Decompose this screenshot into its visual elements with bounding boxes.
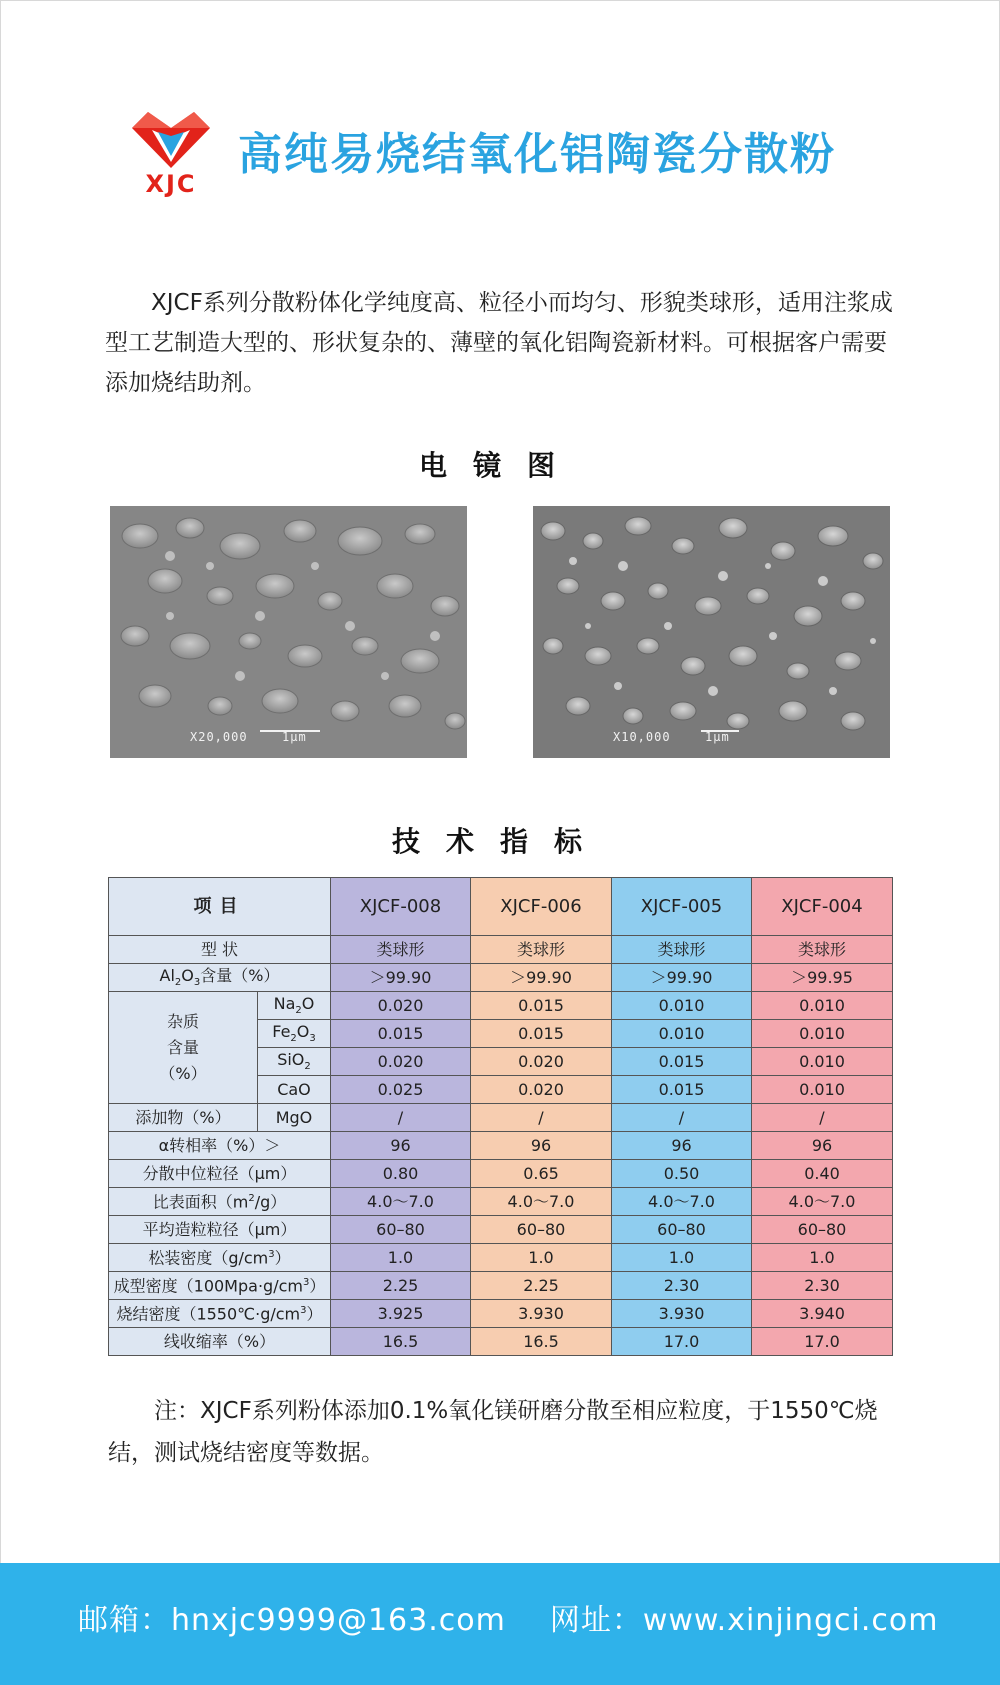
spec-table <box>108 877 893 1356</box>
table-cell: ＞99.95 <box>752 964 893 992</box>
table-cell: 2.30 <box>752 1272 893 1300</box>
table-cell: 1.0 <box>752 1244 893 1272</box>
table-cell: 4.0～7.0 <box>471 1188 612 1216</box>
sem-image-2 <box>533 506 890 758</box>
table-cell: 4.0～7.0 <box>752 1188 893 1216</box>
row-sublabel: $Na_2O$ <box>258 992 331 1020</box>
table-row <box>109 1244 893 1272</box>
sem-scale-1: 1μm <box>282 730 307 744</box>
table-cell: 2.25 <box>471 1272 612 1300</box>
table-cell: 0.025 <box>331 1076 471 1104</box>
table-cell: 60–80 <box>331 1216 471 1244</box>
table-cell: 60–80 <box>752 1216 893 1244</box>
header-model: XJCF-004 <box>752 878 893 936</box>
table-cell: 0.015 <box>612 1048 752 1076</box>
header-item: 项目 <box>109 878 331 936</box>
sem-image-1 <box>110 506 467 758</box>
table-cell: 60–80 <box>612 1216 752 1244</box>
table-cell: 4.0～7.0 <box>331 1188 471 1216</box>
sem-magnification-1: X20,000 <box>190 730 248 744</box>
table-cell: 3.925 <box>331 1300 471 1328</box>
table-row <box>109 1328 893 1356</box>
table-cell: 0.010 <box>612 1020 752 1048</box>
row-label: 分散中位粒径（μm） <box>109 1160 331 1188</box>
table-row <box>109 936 893 964</box>
table-row <box>109 1272 893 1300</box>
table-header-row <box>109 878 893 936</box>
email-text: 邮箱：hnxjc9999@163.com <box>78 1603 506 1638</box>
row-sublabel: SiO$_2$ <box>258 1048 331 1076</box>
table-cell: 96 <box>612 1132 752 1160</box>
row-label: α转相率（%）＞ <box>109 1132 331 1160</box>
header-model: XJCF-006 <box>471 878 612 936</box>
diamond-logo-icon <box>128 110 214 172</box>
table-row <box>109 964 893 992</box>
sem-scale-2: 1μm <box>705 730 730 744</box>
table-cell: 0.010 <box>752 992 893 1020</box>
table-row <box>109 1104 893 1132</box>
row-label: 松装密度$(g/cm^3)$ <box>109 1244 331 1272</box>
table-cell: 0.40 <box>752 1160 893 1188</box>
table-cell: 60–80 <box>471 1216 612 1244</box>
specs-heading: 技术指标 <box>391 825 608 858</box>
table-cell: 17.0 <box>612 1328 752 1356</box>
company-logo <box>128 110 214 202</box>
table-cell: 0.015 <box>331 1020 471 1048</box>
table-cell: 0.015 <box>612 1076 752 1104</box>
sem-micrograph-1 <box>110 506 467 758</box>
row-label: 烧结密度$(1550℃\cdot g/cm^3)$ <box>109 1300 331 1328</box>
website-text: 网址：www.xinjingci.com <box>549 1603 939 1638</box>
page-title: 高纯易烧结氧化铝陶瓷分散粉 <box>238 129 836 180</box>
row-label: 成型密度$(100Mpa\cdot g/cm^3)$ <box>109 1272 331 1300</box>
row-label: $Al_2O_3$含量（%） <box>109 964 331 992</box>
table-cell: 96 <box>471 1132 612 1160</box>
footnote: 注：XJCF系列粉体添加0.1%氧化镁研磨分散至相应粒度，于1550℃烧结，测试烧结密度等数据。 <box>108 1398 878 1466</box>
table-cell: 96 <box>331 1132 471 1160</box>
table-cell: 类球形 <box>331 936 471 964</box>
table-cell: 0.010 <box>612 992 752 1020</box>
table-cell: 96 <box>752 1132 893 1160</box>
table-cell: 类球形 <box>752 936 893 964</box>
table-cell: / <box>752 1104 893 1132</box>
table-cell: ＞99.90 <box>471 964 612 992</box>
table-cell: 0.020 <box>471 1048 612 1076</box>
table-cell: 0.010 <box>752 1048 893 1076</box>
table-cell: 类球形 <box>612 936 752 964</box>
table-cell: 3.940 <box>752 1300 893 1328</box>
table-cell: 0.010 <box>752 1020 893 1048</box>
table-cell: 0.015 <box>471 1020 612 1048</box>
row-sublabel: MgO <box>258 1104 331 1132</box>
table-cell: ＞99.90 <box>612 964 752 992</box>
table-cell: 1.0 <box>471 1244 612 1272</box>
sem-micrograph-2 <box>533 506 890 758</box>
table-cell: 1.0 <box>331 1244 471 1272</box>
intro-paragraph: XJCF系列分散粉体化学纯度高、粒径小而均匀、形貌类球形，适用注浆成型工艺制造大型的、形状复杂的、薄壁的氧化铝陶瓷新材料。可根据客户需要添加烧结助剂。 <box>105 290 893 396</box>
table-cell: 0.010 <box>752 1076 893 1104</box>
table-cell: 3.930 <box>471 1300 612 1328</box>
header-model: XJCF-005 <box>612 878 752 936</box>
table-cell: 0.020 <box>471 1076 612 1104</box>
table-row <box>109 1188 893 1216</box>
table-row <box>109 1160 893 1188</box>
table-cell: 0.80 <box>331 1160 471 1188</box>
header-model: XJCF-008 <box>331 878 471 936</box>
table-cell: 17.0 <box>752 1328 893 1356</box>
table-cell: ＞99.90 <box>331 964 471 992</box>
table-row <box>109 1132 893 1160</box>
table-cell: 1.0 <box>612 1244 752 1272</box>
table-row <box>109 1300 893 1328</box>
sem-magnification-2: X10,000 <box>613 730 671 744</box>
table-cell: 0.50 <box>612 1160 752 1188</box>
footer-bar <box>0 1563 1000 1685</box>
table-cell: 2.30 <box>612 1272 752 1300</box>
table-cell: 0.65 <box>471 1160 612 1188</box>
row-sublabel: $Fe_2O_3$ <box>258 1020 331 1048</box>
table-row <box>109 1216 893 1244</box>
row-label: 比表面积$(m^2/g)$ <box>109 1188 331 1216</box>
table-cell: 3.930 <box>612 1300 752 1328</box>
table-cell: / <box>471 1104 612 1132</box>
row-label: 平均造粒粒径（μm） <box>109 1216 331 1244</box>
contact-info <box>78 1595 983 1639</box>
row-label: 线收缩率（%） <box>109 1328 331 1356</box>
table-cell: 2.25 <box>331 1272 471 1300</box>
impurity-group-label: 杂质 含量 （%） <box>109 992 258 1104</box>
table-cell: 16.5 <box>471 1328 612 1356</box>
table-cell: / <box>612 1104 752 1132</box>
table-cell: 0.020 <box>331 1048 471 1076</box>
table-row <box>109 992 893 1020</box>
table-cell: 4.0～7.0 <box>612 1188 752 1216</box>
logo-text: XJC <box>145 170 197 198</box>
table-cell: 类球形 <box>471 936 612 964</box>
row-sublabel: CaO <box>258 1076 331 1104</box>
table-cell: 0.020 <box>331 992 471 1020</box>
row-label: 型 状 <box>109 936 331 964</box>
sem-heading: 电镜图 <box>418 449 581 482</box>
table-cell: / <box>331 1104 471 1132</box>
row-label: 添加物（%） <box>109 1104 258 1132</box>
table-cell: 16.5 <box>331 1328 471 1356</box>
table-cell: 0.015 <box>471 992 612 1020</box>
